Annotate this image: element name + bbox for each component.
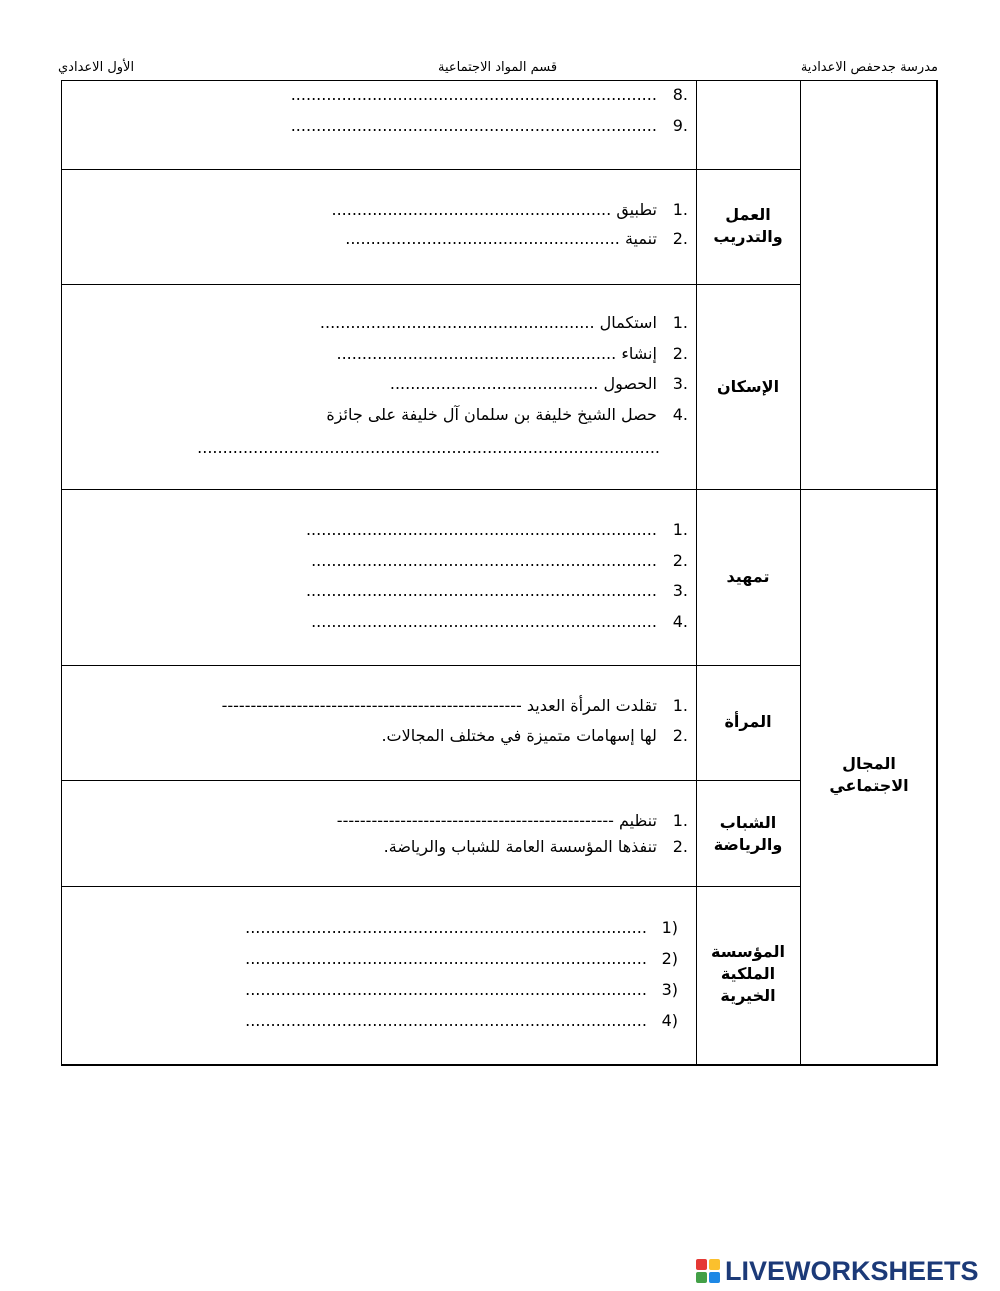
school-name: مدرسة جدحفص الاعدادية xyxy=(800,60,938,75)
item-number: (4 xyxy=(661,1011,678,1030)
item-number: .1 xyxy=(672,811,688,830)
answer-line-intro-4[interactable] xyxy=(311,611,688,633)
answer-line-women-positions[interactable] xyxy=(222,695,688,717)
item-number: (2 xyxy=(661,949,678,968)
department-name: قسم المواد الاجتماعية xyxy=(438,60,558,75)
prompt-text: حصل الشيخ خليفة بن سلمان آل خليفة على جائزة xyxy=(326,405,657,424)
answer-line-construct[interactable] xyxy=(337,343,689,365)
item-number: .4 xyxy=(672,612,688,631)
answer-line-charity-1[interactable] xyxy=(245,917,678,939)
answer-blank[interactable]: ...................................................... xyxy=(319,313,595,332)
item-number: .1 xyxy=(672,200,688,219)
answer-blank[interactable]: ........................................................................ xyxy=(290,116,657,135)
prompt-text: تنظيم xyxy=(619,811,657,830)
item-number: .4 xyxy=(672,405,688,424)
answer-line-complete[interactable] xyxy=(320,312,688,334)
row-separator xyxy=(61,780,801,781)
answer-line-implemented-by xyxy=(384,836,688,858)
answer-line-intro-1[interactable] xyxy=(306,519,688,541)
row-separator xyxy=(61,284,801,285)
answer-blank[interactable]: ............................................................................... xyxy=(245,1011,647,1030)
answer-blank[interactable]: ..................................................................... xyxy=(305,581,657,600)
row-separator xyxy=(61,169,801,170)
prompt-text: تقلدت المرأة العديد xyxy=(526,696,657,715)
item-number: .3 xyxy=(672,581,688,600)
liveworksheets-logo xyxy=(696,1257,979,1285)
item-number: (1 xyxy=(661,918,678,937)
answer-blank[interactable]: .................................................................... xyxy=(311,612,657,631)
row-separator xyxy=(61,665,801,666)
answer-blank[interactable]: ............................................................................... xyxy=(245,918,647,937)
answer-blank[interactable]: ............................................................................... xyxy=(245,949,647,968)
prompt-text: لها إسهامات متميزة في مختلف المجالات. xyxy=(381,726,657,745)
item-number: .8 xyxy=(672,85,688,104)
answer-blank[interactable]: ....................................................... xyxy=(331,200,612,219)
table-border-left xyxy=(61,80,62,1065)
answer-line-charity-4[interactable] xyxy=(245,1010,678,1032)
prompt-text: إنشاء xyxy=(621,344,657,363)
answer-line-award xyxy=(326,404,688,426)
answer-blank[interactable]: ..................................................................... xyxy=(305,520,657,539)
column-separator-label xyxy=(800,80,801,1065)
table-border-right xyxy=(936,80,938,1065)
item-number: .1 xyxy=(672,313,688,332)
answer-blank[interactable]: .................................................................... xyxy=(311,551,657,570)
answer-blank[interactable]: ....................................................... xyxy=(336,344,617,363)
answer-blank[interactable]: ---------------------------------------------------- xyxy=(221,696,522,715)
answer-blank[interactable]: ........................................................................................... xyxy=(197,438,660,457)
row-label-royal-charity: المؤسسة الملكية الخيرية xyxy=(711,942,785,1005)
item-number: .2 xyxy=(672,229,688,248)
answer-line-develop[interactable] xyxy=(345,228,688,250)
item-number: (3 xyxy=(661,980,678,999)
answer-line-award-blank[interactable] xyxy=(197,437,660,459)
prompt-text: تنمية xyxy=(624,229,657,248)
item-number: .2 xyxy=(672,726,688,745)
row-separator xyxy=(61,489,938,490)
item-number: .1 xyxy=(672,520,688,539)
row-label-women: المرأة xyxy=(724,712,772,731)
grade-level: الأول الاعدادي xyxy=(58,60,135,75)
answer-blank[interactable]: ........................................................................ xyxy=(290,85,657,104)
table-border-bottom xyxy=(61,1064,938,1066)
answer-blank[interactable]: ......................................... xyxy=(389,374,599,393)
answer-line-organize[interactable] xyxy=(337,810,688,832)
logo-text: LIVEWORKSHEETS xyxy=(725,1255,979,1286)
answer-blank[interactable]: ...................................................... xyxy=(345,229,620,248)
item-number: .2 xyxy=(672,837,688,856)
answer-blank[interactable]: ............................................................................... xyxy=(245,980,647,999)
item-number: .2 xyxy=(672,551,688,570)
answer-line-charity-2[interactable] xyxy=(245,948,678,970)
column-separator-content xyxy=(696,80,697,1065)
answer-line-apply[interactable] xyxy=(332,199,689,221)
row-label-work-training: العمل والتدريب xyxy=(713,205,783,246)
item-number: .2 xyxy=(672,344,688,363)
row-separator xyxy=(61,886,801,887)
logo-block-red xyxy=(696,1259,707,1270)
answer-line-obtain[interactable] xyxy=(390,373,688,395)
item-number: .9 xyxy=(672,116,688,135)
logo-block-yellow xyxy=(709,1259,720,1270)
row-label-introduction: تمهيد xyxy=(726,567,770,586)
answer-line-intro-2[interactable] xyxy=(311,550,688,572)
prompt-text: الحصول xyxy=(603,374,657,393)
logo-block-green xyxy=(696,1272,707,1283)
answer-line-charity-3[interactable] xyxy=(245,979,678,1001)
row-label-housing: الإسكان xyxy=(716,377,780,396)
answer-line-9[interactable] xyxy=(291,115,688,137)
table-border-top xyxy=(61,80,938,81)
prompt-text: تطبيق xyxy=(616,200,657,219)
answer-line-women-contributions xyxy=(381,725,688,747)
item-number: .3 xyxy=(672,374,688,393)
answer-line-intro-3[interactable] xyxy=(306,580,688,602)
answer-blank[interactable]: ------------------------------------------------ xyxy=(336,811,614,830)
prompt-text: استكمال xyxy=(599,313,657,332)
logo-blocks-icon xyxy=(696,1259,720,1283)
row-label-youth-sports: الشباب والرياضة xyxy=(713,813,783,854)
logo-block-blue xyxy=(709,1272,720,1283)
answer-line-8[interactable] xyxy=(291,84,688,106)
domain-label: المجال الاجتماعي xyxy=(829,754,909,795)
item-number: .1 xyxy=(672,696,688,715)
prompt-text: تنفذها المؤسسة العامة للشباب والرياضة. xyxy=(383,837,657,856)
